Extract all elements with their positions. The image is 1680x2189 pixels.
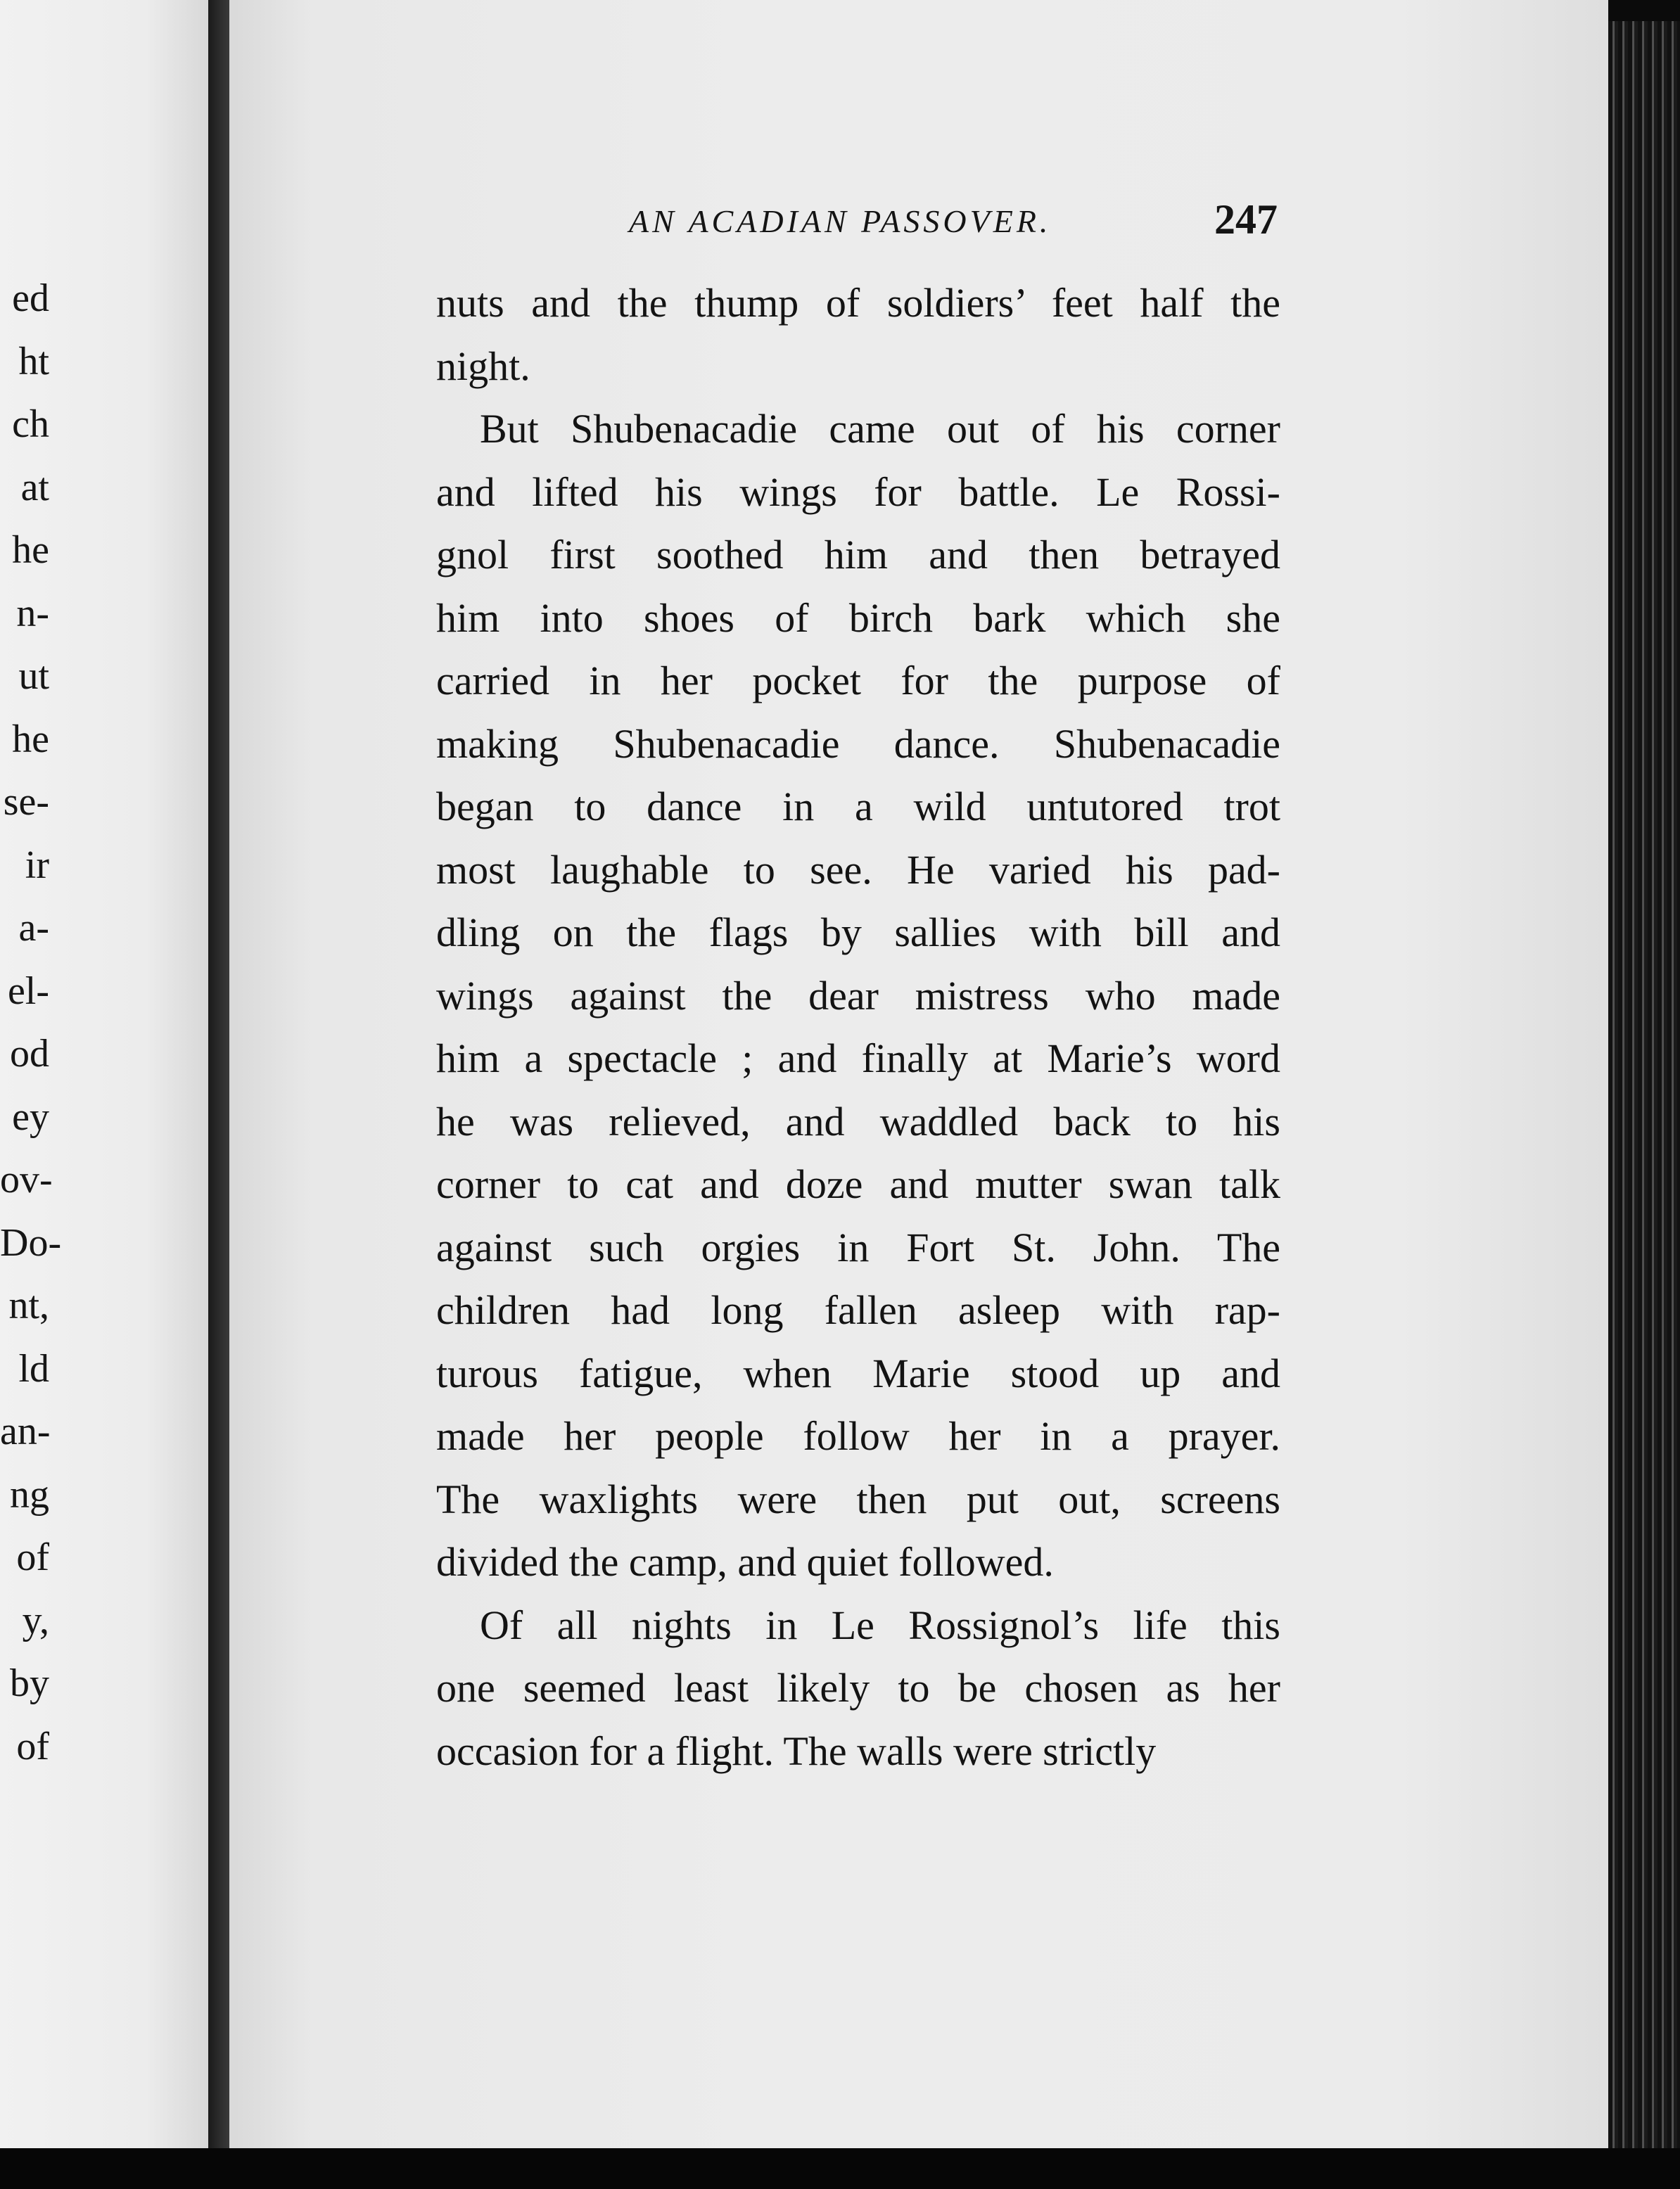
text-line: But Shubenacadie came out of his corner [480,406,1280,452]
previous-page-line: el- [7,969,49,1013]
previous-page-line: ht [18,339,49,383]
previous-page-line: ch [12,402,49,446]
previous-page [0,0,208,2159]
previous-page-line: of [16,1536,49,1579]
previous-page-line: ed [12,276,49,320]
previous-page-line: an- [0,1410,51,1453]
text-line: occasion for a flight. The walls were strictly [436,1728,1157,1774]
body-text [436,272,1280,1782]
text-line: turous fatigue, when Marie stood up and [436,1350,1280,1396]
text-line: against such orgies in Fort St. John. The [436,1224,1280,1270]
paragraph-2 [436,397,1280,1594]
previous-page-line: at [20,465,49,509]
book-gutter [208,0,229,2152]
page-edges [1608,21,1680,2159]
previous-page-line: by [10,1661,49,1705]
text-line: he was relieved, and waddled back to his [436,1098,1280,1144]
previous-page-line: n- [16,591,49,635]
previous-page-line: nt, [8,1284,49,1327]
previous-page-line: of [16,1724,49,1768]
text-line: him into shoes of birch bark which she [436,594,1280,641]
text-line: made her people follow her in a prayer. [436,1413,1280,1459]
text-line: divided the camp, and quiet followed. [436,1539,1054,1585]
previous-page-line: ov- [0,1158,53,1201]
text-line: corner to cat and doze and mutter swan talk [436,1161,1280,1207]
text-line: Of all nights in Le Rossignol’s life this [480,1602,1280,1648]
running-title: AN ACADIAN PASSOVER. [629,203,1052,239]
previous-page-line: he [12,528,49,572]
previous-page-line: ut [18,654,49,698]
text-line: gnol first soothed him and then betrayed [436,532,1280,577]
text-line: carried in her pocket for the purpose of [436,658,1280,703]
text-line: The waxlights were then put out, screens [436,1476,1280,1522]
text-line: him a spectacle ; and finally at Marie’s word [436,1035,1280,1081]
scan-shadow [0,2148,1680,2189]
previous-page-line: a- [18,906,49,950]
page-number: 247 [1214,196,1278,243]
text-line: nuts and the thump of soldiers’ feet half the [436,280,1280,326]
previous-page-line: ey [12,1094,49,1139]
previous-page-line: ir [25,843,49,887]
previous-page-line: Do- [0,1220,62,1265]
paragraph-3 [436,1594,1280,1783]
previous-page-line: he [12,717,49,761]
paragraph-1 [436,272,1280,397]
text-line: children had long fallen asleep with rap- [436,1287,1280,1333]
previous-page-line: od [10,1032,49,1076]
text-line: most laughable to see. He varied his pad- [436,846,1280,893]
previous-page-line: ld [18,1346,49,1391]
text-line: one seemed least likely to be chosen as her [436,1665,1280,1711]
previous-page-line: y, [22,1598,49,1642]
text-line: dling on the flags by sallies with bill and [436,910,1280,955]
text-line: and lifted his wings for battle. Le Rossi- [436,468,1280,515]
running-header [616,196,1278,252]
previous-page-line: se- [3,780,49,824]
previous-page-line-endings [0,267,62,1778]
previous-page-line: ng [10,1472,49,1517]
text-line: making Shubenacadie dance. Shubenacadie [436,720,1280,767]
text-line: wings against the dear mistress who made [436,972,1280,1019]
text-line: night. [436,343,530,389]
text-line: began to dance in a wild untutored trot [436,784,1280,829]
